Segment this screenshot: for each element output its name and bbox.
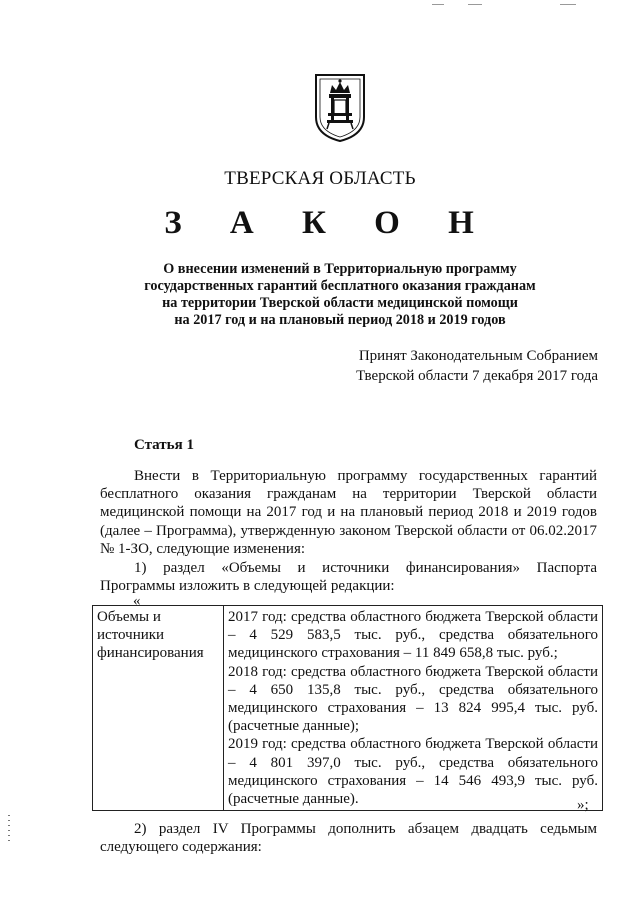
binding-margin-marks <box>8 815 10 845</box>
article-intro-paragraph: Внести в Территориальную программу государственных гарантий бесплатного оказания гражданам на территории Тверской области медицинской помощи на 2017 год и на плановый период 2018 и 2019 годов (далее – Программа), утвержденную законом Тверской области от 06.02.2017 № 1-ЗО, следующие изменения: <box>100 468 597 557</box>
coat-of-arms-emblem <box>314 73 366 143</box>
region-name: ТВЕРСКАЯ ОБЛАСТЬ <box>224 168 416 189</box>
amendment-item-2: 2) раздел IV Программы дополнить абзацем двадцать седьмым следующего содержания: <box>100 821 597 856</box>
financing-label-cell: Объемы и источники финансирования <box>93 606 224 811</box>
scan-mark <box>432 4 444 5</box>
adoption-note-line: Принят Законодательным Собранием <box>358 348 598 364</box>
scan-mark <box>468 4 482 5</box>
financing-year-paragraph: 2018 год: средства областного бюджета Тверской области – 4 650 135,8 тыс. руб., средства обязательного медицинского страхования – 13 824 995,4 тыс. руб. (расчетные данные); <box>228 663 598 735</box>
scan-mark <box>560 4 576 5</box>
law-title-line: О внесении изменений в Территориальную программу <box>163 261 517 277</box>
closing-quote: »; <box>577 797 589 813</box>
article-heading: Статья 1 <box>134 437 194 453</box>
financing-year-paragraph: 2017 год: средства областного бюджета Тверской области – 4 529 583,5 тыс. руб., средства обязательного медицинского страхования – 11 849 658,8 тыс. руб.; <box>228 609 598 662</box>
adoption-note-line: Тверской области 7 декабря 2017 года <box>356 368 598 384</box>
law-title-line: на территории Тверской области медицинской помощи <box>162 295 518 311</box>
document-type: З А К О Н <box>164 205 494 241</box>
law-title-line: государственных гарантий бесплатного оказания гражданам <box>144 278 536 294</box>
law-title <box>0 261 640 329</box>
financing-values-cell <box>224 606 603 811</box>
opening-quote: « <box>133 593 141 609</box>
amendment-item-1: 1) раздел «Объемы и источники финансирования» Паспорта Программы изложить в следующей редакции: <box>100 560 597 595</box>
table-row <box>93 606 603 811</box>
adoption-note <box>356 346 598 386</box>
financing-table <box>92 605 603 811</box>
law-title-line: на 2017 год и на плановый период 2018 и 2019 годов <box>174 312 506 328</box>
financing-year-paragraph: 2019 год: средства областного бюджета Тверской области – 4 801 397,0 тыс. руб., средства обязательного медицинского страхования – 14 546 493,9 тыс. руб. (расчетные данные). <box>228 736 598 808</box>
